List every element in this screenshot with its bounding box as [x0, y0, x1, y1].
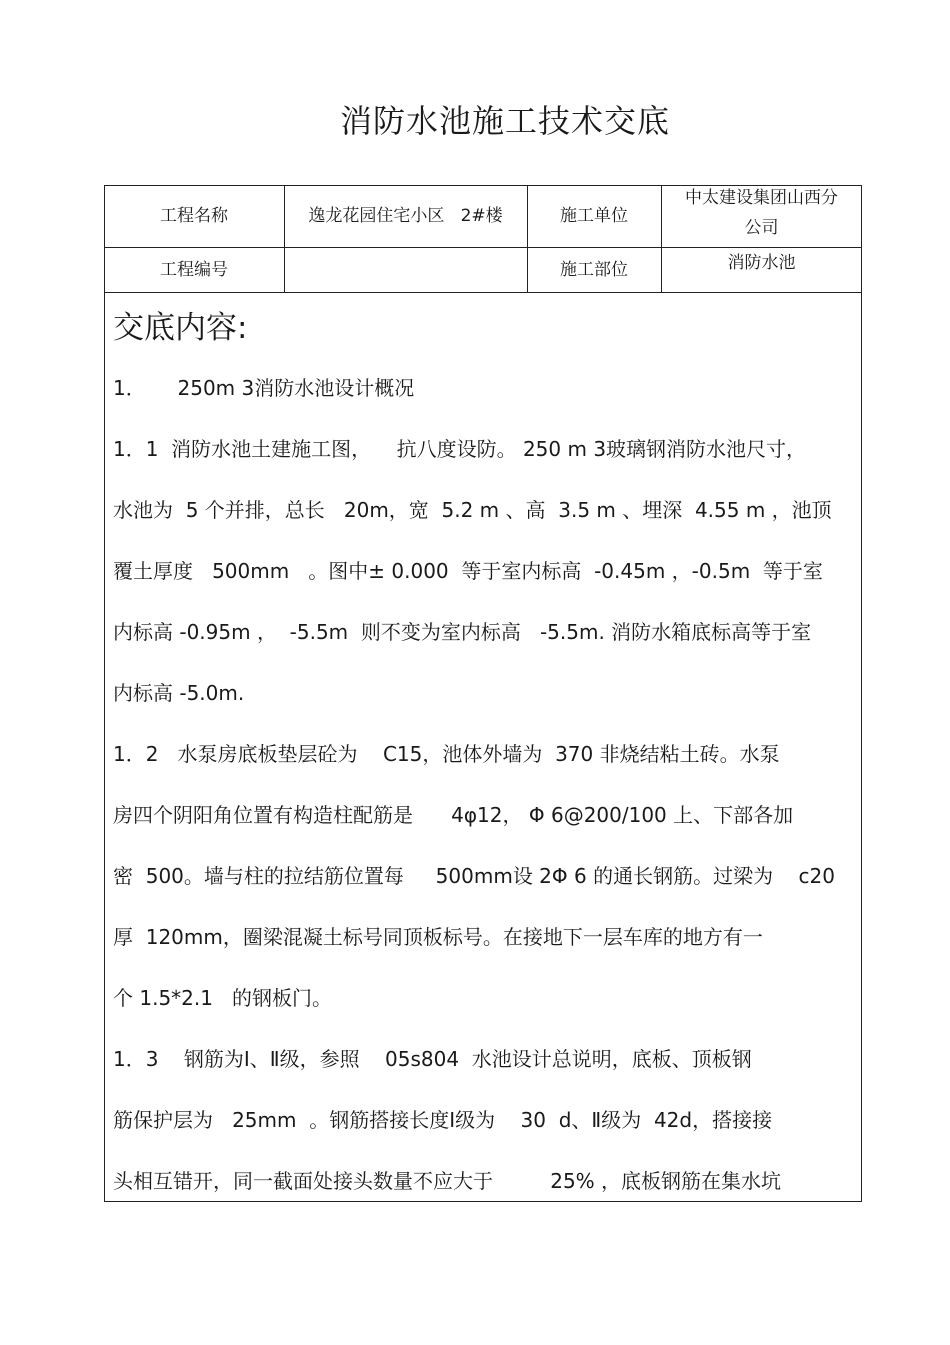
content-heading: 交底内容: [113, 310, 248, 346]
construction-unit-value-line1: 中太建设集团山西分 [685, 188, 838, 208]
content-line: 1．2 水泵房底板垫层砼为 C15，池体外墙为 370 非烧结粘土砖。水泵 [113, 742, 780, 766]
content-line: 密 500。墙与柱的拉结筋位置每 500mm设 2Φ 6 的通长钢筋。过梁为 c20 [113, 864, 835, 888]
content-line: 1．1 消防水池土建施工图， 抗八度设防。 250 m 3玻璃钢消防水池尺寸， [113, 437, 807, 461]
project-number-value [284, 247, 527, 292]
project-name-value: 逸龙花园住宅小区 2#楼 [308, 206, 503, 226]
construction-unit-value [661, 183, 862, 243]
construction-unit-label: 施工单位 [560, 206, 628, 226]
table-row-divider-2 [104, 292, 862, 293]
content-line: 筋保护层为 25mm 。钢筋搭接长度Ⅰ级为 30 d、Ⅱ级为 42d，搭接接 [113, 1108, 773, 1132]
construction-unit-value-line2: 公司 [744, 218, 779, 238]
content-line: 头相互错开，同一截面处接头数量不应大于 25% ，底板钢筋在集水坑 [113, 1169, 782, 1193]
content-line: 1．3 钢筋为Ⅰ、Ⅱ级，参照 05s804 水池设计总说明，底板、顶板钢 [113, 1047, 752, 1071]
content-line: 1． 250m 3消防水池设计概况 [113, 376, 415, 400]
project-number-label: 工程编号 [160, 259, 228, 280]
content-line: 内标高 -0.95m ， -5.5m 则不变为室内标高 -5.5m. 消防水箱底标高等于室 [113, 620, 812, 644]
content-line: 水池为 5 个并排，总长 20m，宽 5.2 m 、高 3.5 m 、埋深 4.55 m ，池顶 [113, 498, 832, 522]
page-title: 消防水池施工技术交底 [339, 102, 670, 140]
project-name-label: 工程名称 [160, 206, 228, 226]
construction-part-value: 消防水池 [727, 253, 796, 273]
content-line: 覆土厚度 500mm 。图中± 0.000 等于室内标高 -0.45m ，-0.5m 等于室 [113, 559, 823, 583]
content-line: 内标高 -5.0m. [113, 681, 245, 705]
construction-part-label: 施工部位 [560, 259, 628, 280]
content-line: 个 1.5*2.1 的钢板门。 [113, 986, 333, 1010]
content-line: 房四个阴阳角位置有构造柱配筋是 4φ12， Φ 6@200/100 上、下部各加 [113, 803, 794, 827]
content-line: 厚 120mm，圈梁混凝土标号同顶板标号。在接地下一层车库的地方有一 [113, 925, 763, 949]
